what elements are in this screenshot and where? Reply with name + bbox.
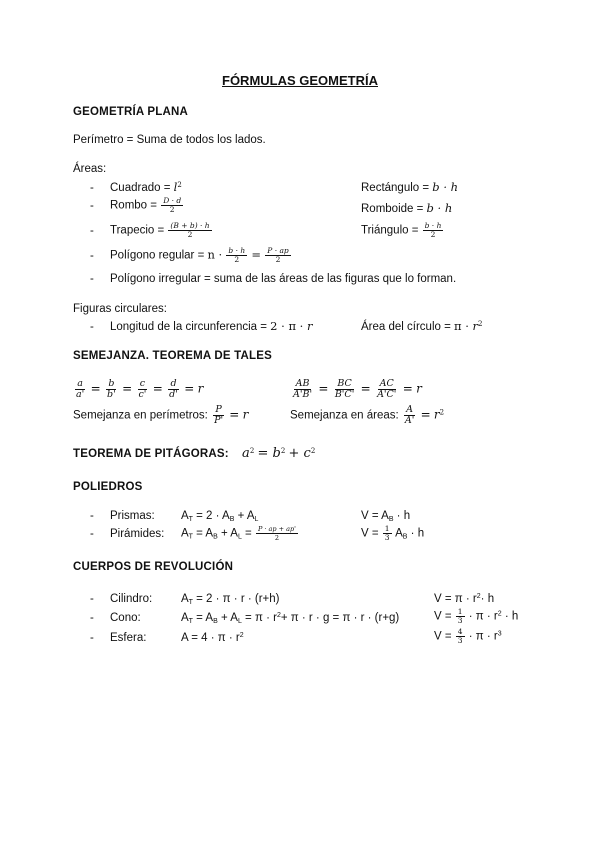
section-heading-poliedros: POLIEDROS [73,481,143,493]
formula-longitud: - Longitud de la circunferencia = 2 · π · r [90,319,313,333]
esfera-row [90,632,146,644]
section-heading-plana: GEOMETRÍA PLANA [73,106,189,118]
section-heading-revolucion: CUERPOS DE REVOLUCIÓN [73,561,234,573]
formula-piramides-area: $A_T = A_B + A_L$ = $\frac{P \cdot ap + ap'}{2}$ [181,525,296,542]
perimetro-text: Perímetro = Suma de todos los lados. [73,134,266,146]
page-title: FÓRMULAS GEOMETRÍA [222,73,378,88]
bullet: - [90,199,94,212]
formula-piramides-volumen: V = $\frac{1}{3}$ $A_B \cdot h$ [361,524,425,542]
cuadrado-label: Cuadrado = [110,182,174,194]
formula-prismas-volumen: $V = A_B \cdot h$ [361,510,411,523]
poligono-regular-label: Polígono regular = [110,249,208,262]
formula-trapecio: - Trapecio = $\frac{(B + b) \cdot h}{2}$ [90,221,210,239]
formula-semejanza-areas: Semejanza en áreas: $\frac{A}{A'}$ = $r^2$ [290,404,445,426]
trapecio-label: Trapecio = [110,224,168,237]
bullet: - [90,632,94,644]
formula-cono-volumen: V = $\frac{1}{3}$ · $\pi \cdot r^2 \cdot h$ [434,607,519,625]
esfera-label: Esfera: [110,632,147,644]
prismas-label: Prismas: [110,510,155,522]
romboide-label: Romboide = [361,203,427,215]
piramides-row [90,528,164,540]
formula-tales-1: $\frac{a}{a'}$ = $\frac{b}{b'}$ = $\frac{c}{c'}$ = $\frac{d}{d'}$ = r [76,378,204,400]
cono-label: Cono: [110,612,141,624]
formula-poligono-regular: - Polígono regular = n · $\frac{b \cdot h}{2}$ = $\frac{P \cdot ap}{2}$ [90,246,289,264]
bullet: - [90,510,94,522]
bullet: - [90,321,94,333]
bullet: - [90,528,94,540]
longitud-label: Longitud de la circunferencia = [110,321,271,333]
area-circulo-label: Área del círculo = [361,321,455,333]
section-heading-tales: SEMEJANZA. TEOREMA DE TALES [73,350,272,362]
piramides-label: Pirámides: [110,528,165,540]
formula-esfera-area: $A = 4 \cdot \pi \cdot r^2$ [181,632,244,644]
formula-semejanza-perimetros: Semejanza en perímetros: $\frac{P}{P'}$ = r [73,404,249,426]
poligono-irregular-text: Polígono irregular = suma de las áreas de las figuras que lo forman. [110,273,457,285]
formula-triangulo: Triángulo = $\frac{b \cdot h}{2}$ [361,221,442,239]
cilindro-row [90,593,152,605]
rectangulo-label: Rectángulo = [361,182,433,194]
formula-cono-area: $A_T = A_B + A_L = \pi \cdot r^2+ \pi \cdot r \cdot g = \pi \cdot r \cdot (r+g)$ [181,612,400,625]
formula-cilindro-area: $A_T = 2 \cdot \pi \cdot r \cdot (r+h)$ [181,593,280,606]
bullet: - [90,612,94,624]
bullet: - [90,182,94,194]
formula-rombo: - Rombo = $\frac{D \cdot d}{2}$ [90,196,182,214]
semejanza-perimetros-label: Semejanza en perímetros: [73,409,212,422]
formula-rectangulo: Rectángulo = b · h [361,180,459,194]
cilindro-label: Cilindro: [110,593,153,605]
formula-poligono-irregular [90,273,456,285]
bullet: - [90,593,94,605]
section-heading-pitagoras: TEOREMA DE PITÁGORAS: [73,448,229,460]
triangulo-label: Triángulo = [361,224,422,237]
prismas-row [90,510,155,522]
semejanza-areas-label: Semejanza en áreas: [290,409,402,422]
bullet: - [90,273,94,285]
formula-tales-2: $\frac{AB}{A'B'}$ = $\frac{BC}{B'C'}$ = $\frac{AC}{A'C'}$ = r [293,378,422,400]
formula-prismas-area: $A_T = 2 \cdot A_B + A_L$ [181,510,259,523]
formula-cuadrado: - Cuadrado = $l^2$ [90,180,182,194]
rombo-label: Rombo = [110,199,161,212]
formula-esfera-volumen: V = $\frac{4}{3}$ · $\pi \cdot r^3$ [434,627,502,645]
bullet: - [90,249,94,262]
formula-cilindro-volumen: $V = \pi \cdot r^2\cdot h$ [434,593,495,605]
formula-area-circulo: Área del círculo = $\pi \cdot r^2$ [361,319,483,333]
formula-romboide: Romboide = b · h [361,201,453,215]
cono-row [90,612,141,624]
bullet: - [90,224,94,237]
areas-label: Áreas: [73,163,107,175]
formula-pitagoras: TEOREMA DE PITÁGORAS: $a^2 = b^2 + c^2$ [73,446,316,461]
circulares-label: Figuras circulares: [73,303,167,315]
